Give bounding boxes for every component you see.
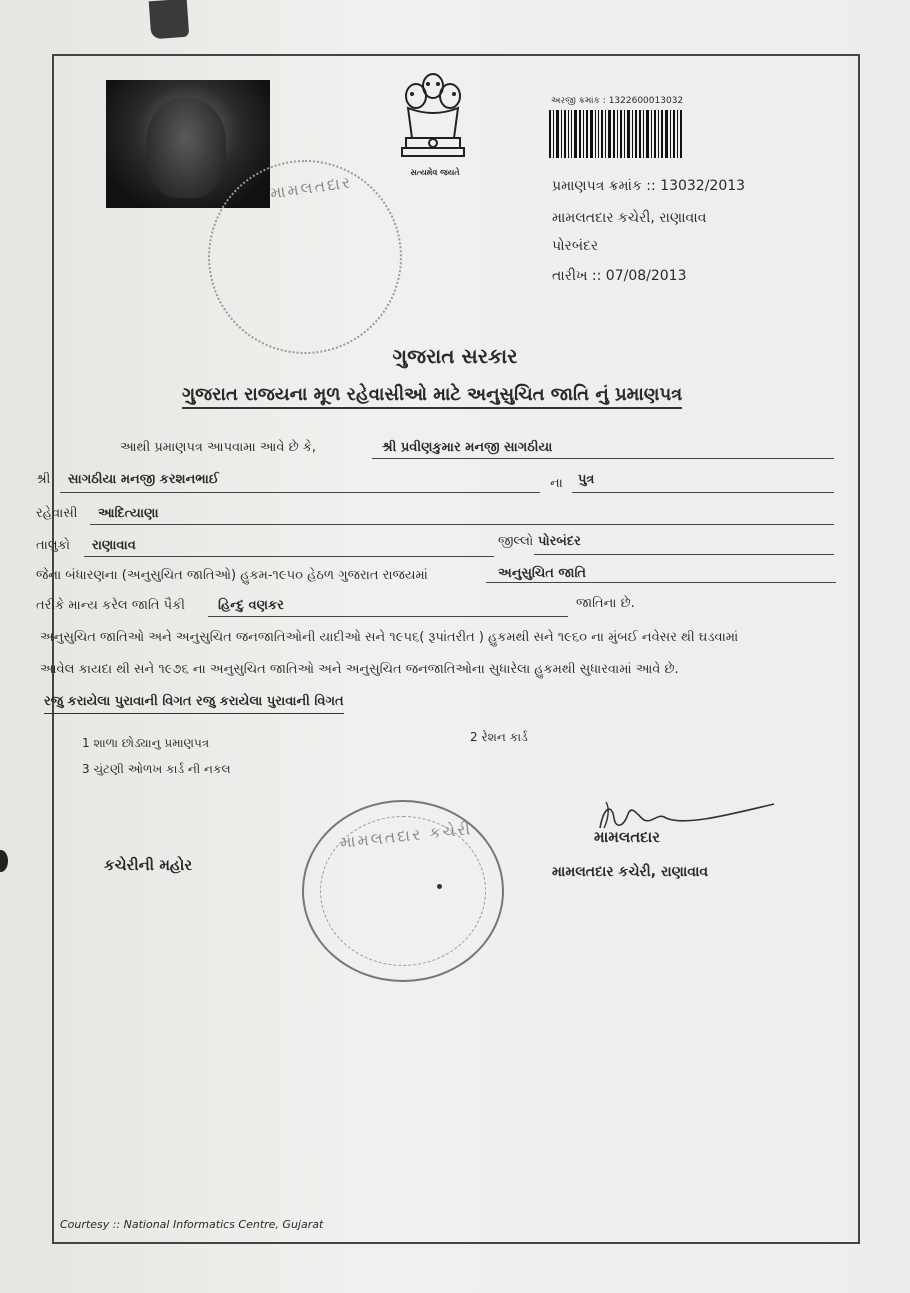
- recognized-label: તરીકે માન્ય કરેલ જાતિ પૈકી: [36, 598, 185, 613]
- application-number: અરજી ક્રમાંક : 1322600013032: [551, 96, 684, 106]
- header-office: મામલતદાર કચેરી, રાણાવાવ: [552, 210, 707, 226]
- signatory-office: મામલતદાર કચેરી, રાણાવાવ: [552, 864, 709, 880]
- taluka-label: તાલુકો: [36, 538, 71, 553]
- jillo-underline: [534, 554, 834, 555]
- intro-label: આથી પ્રમાણપત્ર આપવામા આવે છે કે,: [120, 440, 317, 455]
- emblem-motto: સત્યમેવ જયતે: [410, 168, 460, 177]
- certificate-date: તારીખ :: 07/08/2013: [552, 268, 687, 284]
- proof-item: 2 રેશન કાર્ડ: [470, 730, 528, 744]
- father-name: સાગઠીયા મનજી કરશનભાઈ: [68, 472, 219, 487]
- stamp-dot: [437, 884, 442, 889]
- constitution-underline: [486, 582, 836, 583]
- applicant-name: શ્રી પ્રવીણકુમાર મનજી સાગઠીયા: [382, 440, 553, 455]
- relation-value: પુત્ર: [578, 472, 595, 487]
- taluka-underline: [84, 556, 494, 557]
- proof-item: 3 ચુંટણી ઓળખ કાર્ડ ની નકલ: [82, 762, 231, 776]
- bottom-stamp-text: મામલતદાર કચેરી: [339, 819, 473, 852]
- proofs-heading: રજુ કરાયેલા પુરાવાની વિગત રજુ કરાયેલા પુરાવાની વિગત: [44, 694, 344, 714]
- certificate-title: ગુજરાત રાજયના મૂળ રહેવાસીઓ માટે અનુસુચિત જાતિ નું પ્રમાણપત્ર: [182, 384, 682, 409]
- shri-label: શ્રી: [36, 472, 51, 487]
- header-district: પોરબંદર: [552, 238, 599, 254]
- name-underline: [372, 458, 834, 459]
- certificate-border: [52, 54, 860, 1244]
- caste-underline: [208, 616, 568, 617]
- photo-face: [146, 98, 226, 198]
- na-label: ના: [550, 476, 563, 491]
- resident-value: આદિત્યાણા: [98, 506, 159, 521]
- paragraph-line-2: આવેલ કાયદા થી સને ૧૯૭૬ ના અનુસુચિત જાતિઓ અને અનુસુચિત જનજાતિઓના સુધારેલા હુકમથી સુધારવામાં આવે છે.: [40, 662, 679, 677]
- jillo-value: પોરબંદર: [538, 534, 581, 549]
- resident-underline: [90, 524, 834, 525]
- paragraph-line-1: અનુસુચિત જાતિઓ અને અનુસુચિત જનજાતિઓની યાદીઓ સને ૧૯૫૬( રૂપાંતરીત ) હુકમથી સને ૧૯૬૦ ના મુંબઈ નવેસર થી ઘડવામાં: [40, 630, 739, 645]
- constitution-label: જેના બંધારણના (અનુસુચિત જાતિઓ) હુકમ-૧૯૫૦ હેઠળ ગુજરાત રાજયમાં: [36, 568, 428, 583]
- father-underline: [60, 492, 540, 493]
- jillo-label: જીલ્લો: [498, 534, 534, 549]
- caste-value: હિન્દુ વણકર: [218, 598, 284, 613]
- proof-item: 1 શાળા છોડ્યાનુ પ્રમાણપત્ર: [82, 736, 210, 750]
- resident-label: રહેવાસી: [36, 506, 78, 521]
- signatory-title: મામલતદાર: [594, 828, 660, 846]
- national-emblem-icon: [388, 66, 478, 166]
- top-stamp-text: મામલતદાર: [269, 172, 354, 203]
- tape-strip: [149, 0, 190, 39]
- barcode: [549, 110, 729, 158]
- courtesy-note: Courtesy :: National Informatics Centre, Gujarat: [60, 1218, 324, 1231]
- certificate-number: પ્રમાણપત્ર ક્રમાંક :: 13032/2013: [552, 178, 746, 194]
- caste-suffix: જાતિના છે.: [576, 596, 635, 611]
- office-seal-label: કચેરીની મહોર: [104, 856, 193, 874]
- relation-underline: [572, 492, 834, 493]
- constitution-value: અનુસુચિત જાતિ: [498, 566, 587, 581]
- government-title: ગુજરાત સરકાર: [392, 344, 518, 368]
- taluka-value: રાણાવાવ: [92, 538, 136, 553]
